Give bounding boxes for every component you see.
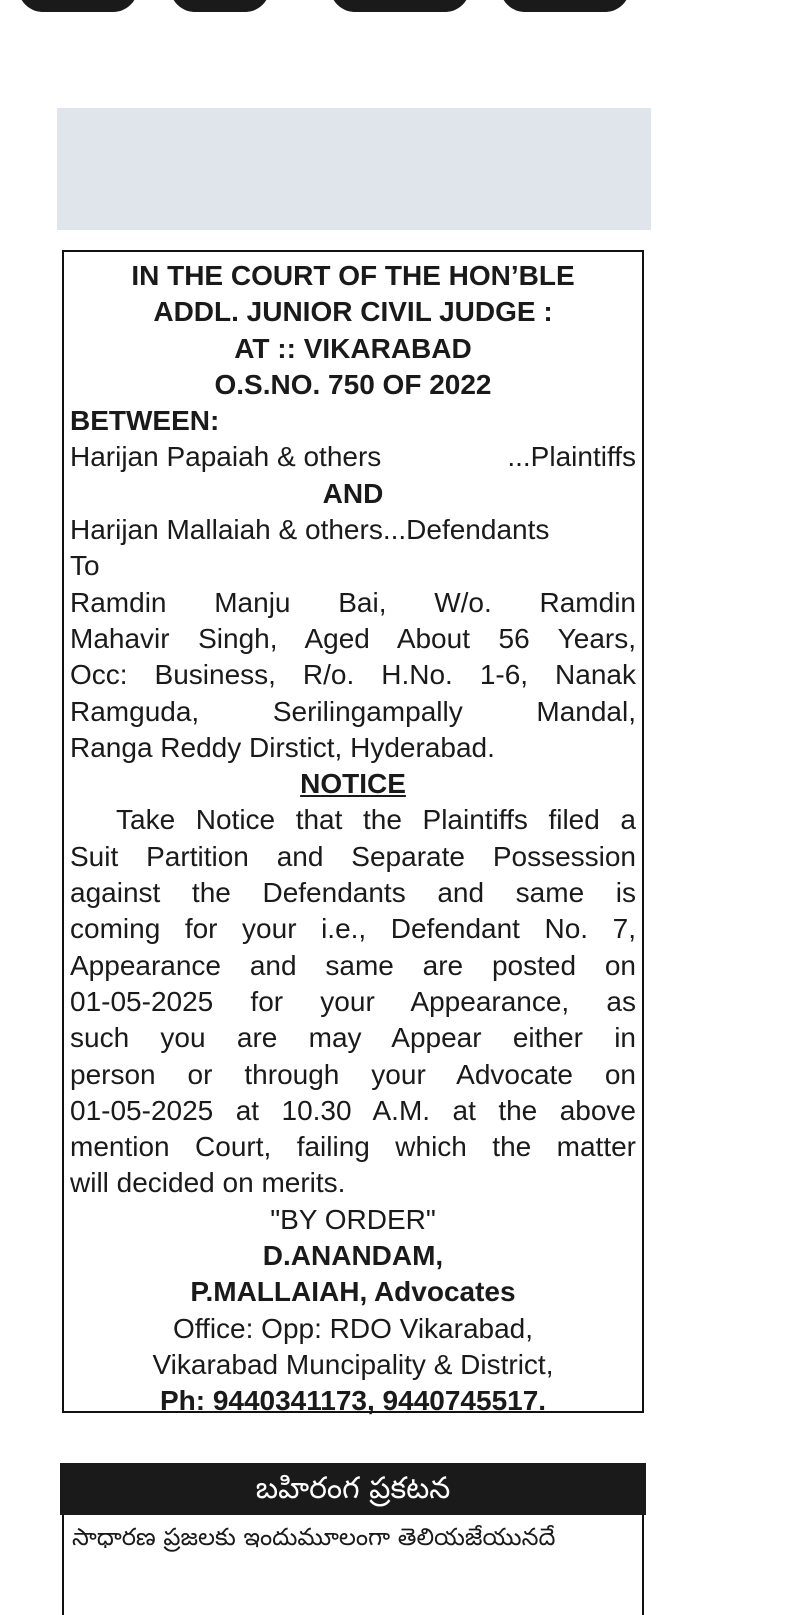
court-notice-box [62, 250, 644, 1417]
by-order: "BY ORDER" [270, 1203, 436, 1235]
addressee-line: Ramguda, Serilingampally Mandal, [70, 695, 636, 727]
telugu-notice-line: సాధారణ ప్రజలకు ఇందుమూలంగా తెలియజేయునదే [72, 1523, 556, 1551]
office-address: Office: Opp: RDO Vikarabad, [172, 1312, 534, 1344]
and-label: AND [322, 477, 384, 509]
office-address: Vikarabad Muncipality & District, [152, 1348, 554, 1380]
notice-body-line: mention Court, failing which the matter [70, 1131, 636, 1163]
addressee-line: Mahavir Singh, Aged About 56 Years, [70, 622, 636, 654]
notice-body-line: coming for your i.e., Defendant No. 7, [70, 913, 636, 945]
court-heading-line: IN THE COURT OF THE HON’BLE [131, 260, 575, 291]
notice-title: NOTICE [300, 768, 406, 800]
advocate-name: P.MALLAIAH, Advocates [190, 1276, 516, 1308]
to-label: To [70, 550, 100, 582]
plaintiff-row [70, 439, 636, 475]
notice-body-line: will decided on merits. [70, 1167, 346, 1199]
addressee-line: Ramdin Manju Bai, W/o. Ramdin [70, 586, 636, 618]
court-heading-line: ADDL. JUNIOR CIVIL JUDGE : [153, 296, 553, 328]
case-number: O.S.NO. 750 OF 2022 [214, 368, 492, 400]
masthead-fragment [0, 0, 800, 12]
plaintiff-role: ...Plaintiffs [507, 441, 636, 473]
notice-body-line: Appearance and same are posted on [70, 949, 636, 981]
blank-ad-block [57, 108, 651, 230]
notice-body-line: Suit Partition and Separate Possession [70, 840, 636, 872]
between-label: BETWEEN: [70, 405, 220, 437]
notice-body-line: 01-05-2025 at 10.30 A.M. at the above [70, 1094, 636, 1126]
notice-body-line: 01-05-2025 for your Appearance, as [70, 985, 636, 1017]
notice-body-line: person or through your Advocate on [70, 1058, 636, 1090]
defendant-line: Harijan Mallaiah & others...Defendants [70, 514, 550, 546]
addressee-line: Ranga Reddy Dirstict, Hyderabad. [70, 731, 495, 763]
notice-body-line: such you are may Appear either in [70, 1022, 636, 1054]
notice-body-line: against the Defendants and same is [70, 877, 636, 909]
court-heading-line: AT :: VIKARABAD [234, 332, 472, 364]
telugu-notice-header: బహిరంగ ప్రకటన [60, 1463, 646, 1515]
plaintiff-party: Harijan Papaiah & others [70, 441, 382, 473]
advocate-name: D.ANANDAM, [262, 1240, 444, 1272]
phone-numbers: Ph: 9440341173, 9440745517. [159, 1385, 547, 1417]
addressee-line: Occ: Business, R/o. H.No. 1-6, Nanak [70, 659, 636, 691]
telugu-notice-body [62, 1515, 644, 1615]
notice-body-line: Take Notice that the Plaintiffs filed a [116, 804, 636, 836]
